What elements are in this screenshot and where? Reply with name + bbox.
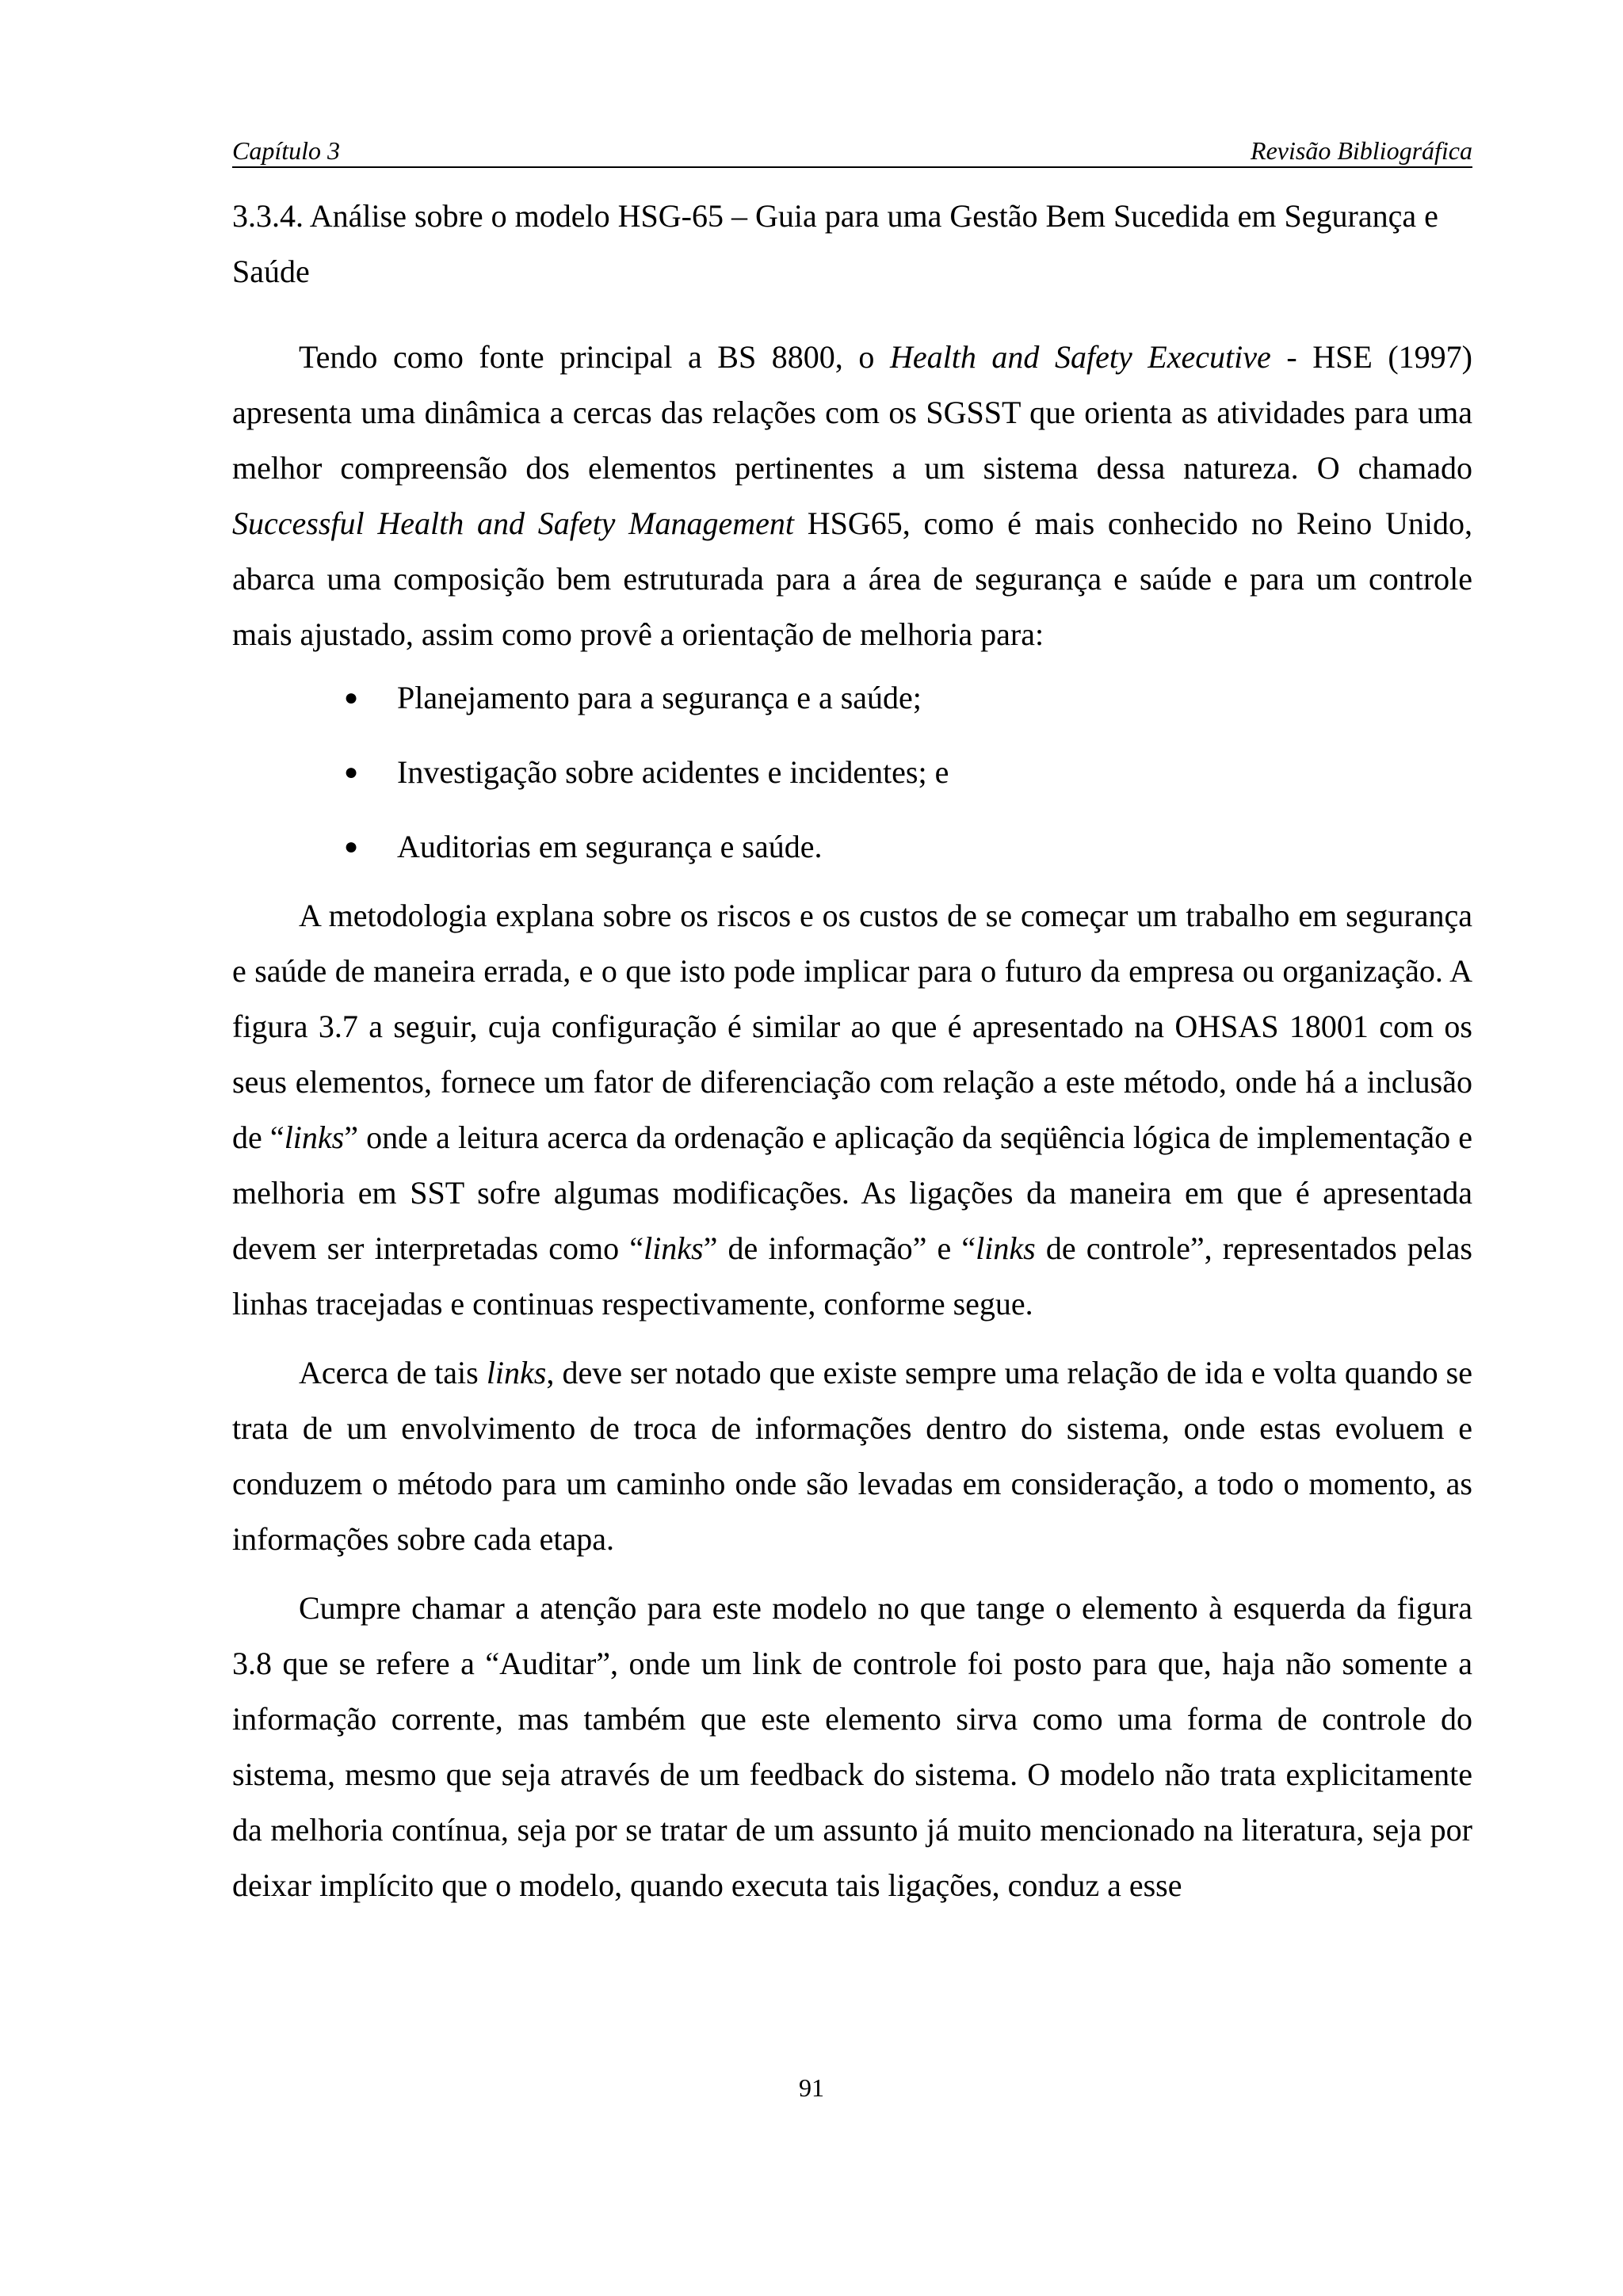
- spacer: [232, 1332, 1472, 1345]
- spacer: [232, 299, 1472, 330]
- italic-term: Successful Health and Safety Management: [232, 505, 794, 541]
- paragraph-text: ” onde a leitura acerca da ordenação e aplicação da seqüência lógica de implementação e melhoria em SST sofre algumas modificações. As ligações da maneira em que é apresentada devem ser interpretadas como “: [232, 1119, 1472, 1266]
- italic-term: links: [976, 1230, 1036, 1266]
- spacer: [232, 875, 1472, 888]
- paragraph-methodology: [232, 888, 1472, 1332]
- body-text: [232, 189, 1472, 1913]
- running-header-section: Revisão Bibliográfica: [1251, 136, 1472, 165]
- paragraph-auditar: Cumpre chamar a atenção para este modelo no que tange o elemento à esquerda da figura 3.8 que se refere a “Auditar”, onde um link de controle foi posto para que, haja não somente a informação corrente, mas também que este elemento sirva como uma forma de controle do sistema, mesmo que seja através de um feedback do sistema. O modelo não trata explicitamente da melhoria contínua, seja por se tratar de um assunto já muito mencionado na literatura, seja por deixar implícito que o modelo, quando executa tais ligações, conduz a esse: [232, 1590, 1472, 1903]
- list-item-text: Planejamento para a segurança e a saúde;: [397, 680, 922, 715]
- italic-term: links: [486, 1355, 547, 1390]
- section-title: 3.3.4. Análise sobre o modelo HSG-65 – Guia para uma Gestão Bem Sucedida em Segurança e Saúde: [232, 198, 1438, 289]
- italic-term: links: [643, 1230, 704, 1266]
- paragraph-text: HSG65, como é mais conhecido no Reino Unido, abarca uma composição bem estruturada para a área de segurança e saúde e para um controle mais ajustado, assim como provê a orientação de melhoria para:: [232, 505, 1472, 652]
- italic-term: links: [284, 1119, 345, 1155]
- spacer: [232, 1567, 1472, 1581]
- list-item: [232, 745, 1472, 800]
- list-item-text: Auditorias em segurança e saúde.: [397, 829, 823, 864]
- list-item: [232, 819, 1472, 875]
- paragraph-hse-intro: [232, 330, 1472, 662]
- paragraph-text: A metodologia explana sobre os riscos e os custos de se começar um trabalho em segurança e saúde de maneira errada, e o que isto pode implicar para o futuro da empresa ou organização. A figura 3.7 a seguir, cuja configuração é similar ao que é apresentado na OHSAS 18001 com os seus elementos, fornece um fator de diferenciação com relação a este método, onde há a inclusão de “: [232, 898, 1472, 1155]
- paragraph-text: Tendo como fonte principal a BS 8800, o: [299, 339, 890, 375]
- bullet-icon: ●: [344, 685, 359, 711]
- paragraph-text: ” de informação” e “: [703, 1230, 976, 1266]
- list-item-text: Investigação sobre acidentes e incidentes; e: [397, 754, 949, 790]
- running-header-chapter: Capítulo 3: [232, 136, 341, 165]
- list-item: [232, 670, 1472, 726]
- page-number: 91: [799, 2073, 824, 2102]
- bullet-list: [232, 670, 1472, 875]
- paragraph-text: Acerca de tais: [299, 1355, 487, 1390]
- bullet-icon: ●: [344, 759, 359, 785]
- italic-term: Health and Safety Executive: [889, 339, 1271, 375]
- header-divider: [232, 166, 1472, 168]
- paragraph-links: [232, 1345, 1472, 1567]
- paragraph-text: de controle”, representados pelas linhas tracejadas e continuas respectivamente, conforme segue.: [232, 1230, 1472, 1322]
- bullet-icon: ●: [344, 833, 359, 860]
- paragraph-text: - HSE (1997) apresenta uma dinâmica a cercas das relações com os SGSST que orienta as atividades para uma melhor compreensão dos elementos pertinentes a um sistema dessa natureza. O chamado: [232, 339, 1473, 486]
- paragraph-text: , deve ser notado que existe sempre uma relação de ida e volta quando se trata de um envolvimento de troca de informações dentro do sistema, onde estas evoluem e conduzem o método para um caminho onde são levadas em consideração, a todo o momento, as informações sobre cada etapa.: [232, 1355, 1472, 1557]
